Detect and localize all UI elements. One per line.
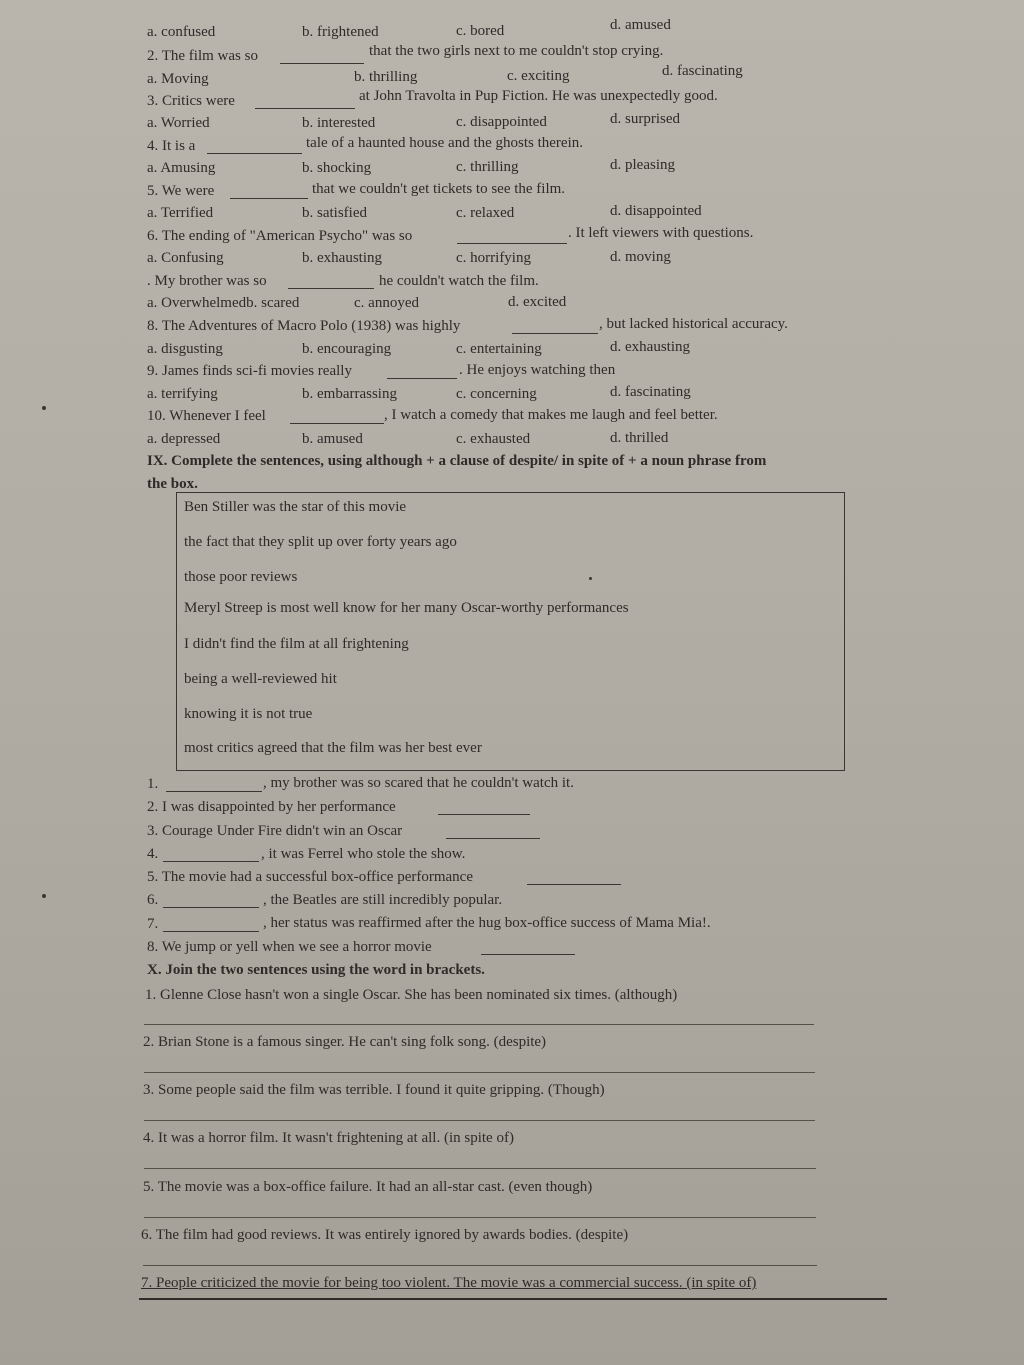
answer-line[interactable] [143,1265,817,1266]
question-text: 5. We were [147,183,215,199]
answer-blank[interactable] [280,49,364,64]
option: d. moving [610,249,671,265]
option: d. thrilled [610,430,669,446]
answer-blank[interactable] [527,870,621,885]
question-text: at John Travolta in Pup Fiction. He was unexpectedly good. [359,88,718,104]
option: a. terrifying [147,386,218,402]
exercise-item: 1. Glenne Close hasn't won a single Oscar. She has been nominated six times. (although) [145,987,678,1003]
question-text: that the two girls next to me couldn't stop crying. [369,43,664,59]
answer-blank[interactable] [446,824,540,839]
section-9-heading: IX. Complete the sentences, using although + a clause of despite/ in spite of + a noun phrase from [147,453,767,469]
option: d. surprised [610,111,680,127]
question-text: he couldn't watch the film. [379,273,539,289]
exercise-item-number: 6. [147,892,159,908]
answer-blank[interactable] [207,139,302,154]
option: c. concerning [456,386,537,402]
exercise-item: , it was Ferrel who stole the show. [261,846,466,862]
box-item: Ben Stiller was the star of this movie [184,499,407,515]
question-text: 6. The ending of "American Psycho" was so [147,228,413,244]
exercise-item-number: 1. [147,776,159,792]
question-text: 8. The Adventures of Macro Polo (1938) was highly [147,318,461,334]
answer-line[interactable] [144,1120,815,1121]
section-10-heading: X. Join the two sentences using the word in brackets. [147,962,485,978]
option: b. encouraging [302,341,392,357]
option: d. excited [508,294,567,310]
option: b. interested [302,115,376,131]
question-text: . He enjoys watching then [459,362,616,378]
option: d. fascinating [610,384,691,400]
answer-line[interactable] [144,1024,814,1025]
question-text: 2. The film was so [147,48,258,64]
option: a. Confusing [147,250,224,266]
exercise-item: 2. I was disappointed by her performance [147,799,396,815]
option: c. bored [456,23,505,39]
option: a. confused [147,24,216,40]
question-text: , but lacked historical accuracy. [599,316,788,332]
option: a. Worried [147,115,210,131]
option: b. embarrassing [302,386,397,402]
option: c. exciting [507,68,570,84]
option: b. thrilling [354,69,418,85]
option: d. exhausting [610,339,690,355]
question-text: 4. It is a [147,138,196,154]
option: a. Overwhelmedb. scared [147,295,300,311]
option: c. thrilling [456,159,519,175]
exercise-item-number: 4. [147,846,159,862]
exercise-item: 6. The film had good reviews. It was entirely ignored by awards bodies. (despite) [141,1227,629,1243]
question-text: . It left viewers with questions. [568,225,754,241]
answer-blank[interactable] [457,229,567,244]
stray-mark [589,577,592,580]
box-item: Meryl Streep is most well know for her many Oscar-worthy performances [184,600,629,616]
exercise-item: , my brother was so scared that he couldn't watch it. [263,775,574,791]
answer-blank[interactable] [230,184,308,199]
exercise-item-number: 7. [147,916,159,932]
exercise-item: , the Beatles are still incredibly popular. [263,892,503,908]
exercise-item: 5. The movie was a box-office failure. It had an all-star cast. (even though) [143,1179,593,1195]
option: c. relaxed [456,205,515,221]
exercise-item: 7. People criticized the movie for being too violent. The movie was a commercial success. (in spite of) [141,1275,757,1291]
option: b. satisfied [302,205,367,221]
answer-blank[interactable] [255,94,355,109]
exercise-item: 3. Courage Under Fire didn't win an Oscar [147,823,403,839]
option: d. fascinating [662,63,743,79]
option: d. amused [610,17,671,33]
option: c. disappointed [456,114,547,130]
box-item: knowing it is not true [184,706,313,722]
exercise-item: 8. We jump or yell when we see a horror movie [147,939,432,955]
section-9-heading-cont: the box. [147,476,198,492]
answer-line[interactable] [144,1217,816,1218]
option: b. frightened [302,24,379,40]
answer-line[interactable] [144,1072,815,1073]
question-text: 3. Critics were [147,93,235,109]
box-item: being a well-reviewed hit [184,671,337,687]
answer-blank[interactable] [512,319,598,334]
question-text: . My brother was so [147,273,267,289]
option: d. disappointed [610,203,702,219]
option: b. amused [302,431,363,447]
answer-blank[interactable] [288,274,374,289]
question-text: that we couldn't get tickets to see the film. [312,181,566,197]
option: d. pleasing [610,157,675,173]
stray-mark [42,406,46,410]
option: c. horrifying [456,250,531,266]
answer-blank[interactable] [163,893,259,908]
option: c. exhausted [456,431,531,447]
stray-mark [42,894,46,898]
exercise-item: 5. The movie had a successful box-office performance [147,869,473,885]
option: a. Moving [147,71,209,87]
answer-blank[interactable] [163,917,259,932]
question-text: 10. Whenever I feel [147,408,266,424]
box-item: those poor reviews [184,569,298,585]
exercise-item: , her status was reaffirmed after the hug box-office success of Mama Mia!. [263,915,711,931]
question-text: tale of a haunted house and the ghosts therein. [306,135,584,151]
answer-blank[interactable] [166,777,262,792]
exercise-item: 3. Some people said the film was terrible. I found it quite gripping. (Though) [143,1082,605,1098]
answer-line[interactable] [139,1298,887,1300]
box-item: the fact that they split up over forty years ago [184,534,457,550]
exercise-item: 4. It was a horror film. It wasn't frightening at all. (in spite of) [143,1130,514,1146]
answer-blank[interactable] [387,364,457,379]
question-text: , I watch a comedy that makes me laugh and feel better. [384,407,718,423]
option: c. entertaining [456,341,542,357]
answer-blank[interactable] [481,940,575,955]
option: b. shocking [302,160,372,176]
exercise-item: 2. Brian Stone is a famous singer. He can't sing folk song. (despite) [143,1034,547,1050]
option: a. Terrified [147,205,214,221]
option: a. depressed [147,431,221,447]
option: a. Amusing [147,160,216,176]
box-item: most critics agreed that the film was her best ever [184,740,482,756]
option: a. disgusting [147,341,223,357]
option: c. annoyed [354,295,419,311]
answer-blank[interactable] [290,409,384,424]
answer-blank[interactable] [438,800,530,815]
box-item: I didn't find the film at all frightening [184,636,409,652]
answer-blank[interactable] [163,847,259,862]
option: b. exhausting [302,250,382,266]
question-text: 9. James finds sci-fi movies really [147,363,352,379]
answer-line[interactable] [144,1168,816,1169]
